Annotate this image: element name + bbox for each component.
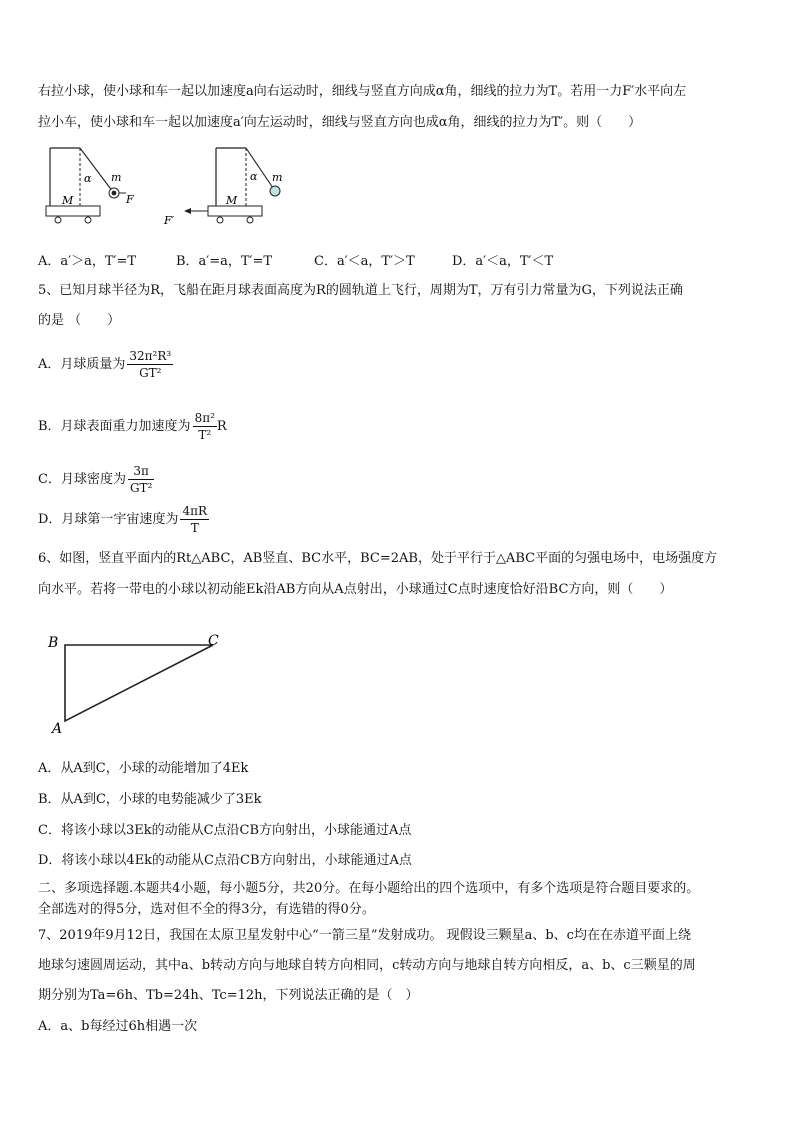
section-2-heading-line-1: 二、多项选择题.本题共4小题，每小题5分，共20分。在每小题给出的四个选项中，有多个选项是符合题目要求的。: [38, 881, 700, 896]
fig2-m-label: m: [272, 171, 283, 184]
q4-option-a: A．a′＞a，T′=T: [38, 254, 137, 269]
q7-text-line-2: 地球匀速圆周运动，其中a、b转动方向与地球自转方向相同，c转动方向与地球自转方向相反，a、b、c三颗星的周: [38, 958, 696, 973]
fig1-m-label: m: [111, 171, 122, 184]
q5-option-a: A．月球质量为 $\frac{\text{32π²R³}}{\text{GT²}}$: [38, 349, 172, 380]
q6-triangle-figure: [40, 625, 240, 740]
q4-text-line-2: 拉小车，使小球和车一起以加速度a′向左运动时，细线与竖直方向也成α角，细线的拉力为T′。则（ ）: [38, 115, 642, 130]
fig2-F-label: F′: [164, 214, 175, 227]
fraction: $\frac{\text{32π²R³}}{\text{GT²}}$: [129, 349, 172, 380]
q4-text-line-1: 右拉小球，使小球和车一起以加速度a向右运动时，细线与竖直方向成α角，细线的拉力为T。若用一力F′水平向左: [38, 84, 687, 99]
fig2-M-label: M: [226, 194, 238, 207]
q5-option-d: D．月球第一宇宙速度为 $\frac{4\pi R}{T}$: [38, 504, 207, 535]
q6-text-line-1: 6、如图，竖直平面内的Rt△ABC，AB竖直、BC水平，BC=2AB，处于平行于△ABC平面的匀强电场中，电场强度方: [38, 551, 718, 566]
q4-option-d: D．a′＜a，T′＜T: [452, 254, 554, 269]
fig1-alpha-label: α: [84, 172, 92, 185]
q6-option-c: C．将该小球以3Ek的动能从C点沿CB方向射出，小球能通过A点: [38, 823, 412, 838]
q5-text-line-2: 的是 （ ）: [38, 313, 121, 328]
vertex-a-label: A: [52, 721, 63, 737]
fig1-M-label: M: [62, 194, 74, 207]
q7-text-line-1: 7、2019年9月12日，我国在太原卫星发射中心“一箭三星”发射成功。 现假设三颗星a、b、c均在在赤道平面上绕: [38, 928, 691, 943]
q7-option-a: A．a、b每经过6h相遇一次: [38, 1019, 198, 1034]
fig1-F-label: F: [126, 193, 134, 206]
q4-figure-cart-right: [40, 140, 140, 225]
fraction: $\frac{4\pi R}{T}$: [182, 504, 207, 535]
q6-option-a: A．从A到C，小球的动能增加了4Ek: [38, 761, 249, 776]
fig2-alpha-label: α: [250, 170, 258, 183]
q4-option-b: B．a′=a，T′=T: [176, 254, 273, 269]
section-2-heading-line-2: 全部选对的得5分，选对但不全的得3分，有选错的得0分。: [38, 902, 375, 917]
vertex-c-label: C: [208, 633, 219, 649]
q7-text-line-3: 期分别为Ta=6h、Tb=24h、Tc=12h，下列说法正确的是（ ）: [38, 988, 419, 1003]
fraction: $\frac{3\pi}{\text{GT²}}$: [129, 464, 153, 495]
q6-option-b: B．从A到C，小球的电势能减少了3Ek: [38, 792, 262, 807]
q5-text-line-1: 5、已知月球半径为R，飞船在距月球表面高度为R的圆轨道上飞行，周期为T，万有引力常量为G，下列说法正确: [38, 283, 683, 298]
q6-text-line-2: 向水平。若将一带电的小球以初动能Ek沿AB方向从A点射出，小球通过C点时速度恰好沿BC方向，则（ ）: [38, 582, 673, 597]
fraction: $\frac{\text{8π²}}{\text{T²}}$: [194, 411, 215, 442]
q6-option-d: D．将该小球以4Ek的动能从C点沿CB方向射出，小球能通过A点: [38, 853, 412, 868]
q4-option-c: C．a′＜a，T′＞T: [314, 254, 415, 269]
q5-option-b: B．月球表面重力加速度为 $\frac{\text{8π²}}{\text{T²}}$ R: [38, 411, 227, 442]
q4-figure-cart-left: [160, 140, 290, 230]
q5-option-c: C．月球密度为 $\frac{3\pi}{\text{GT²}}$: [38, 464, 153, 495]
vertex-b-label: B: [48, 635, 59, 651]
